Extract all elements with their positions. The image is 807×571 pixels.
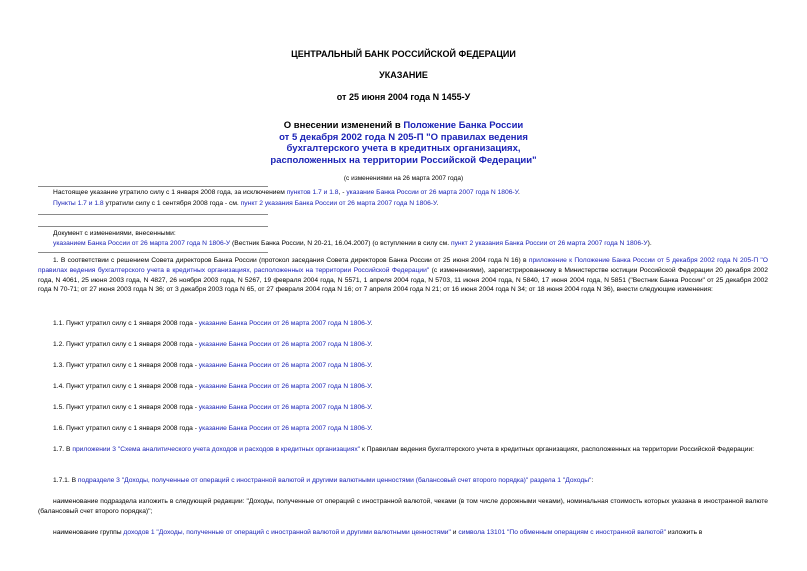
link[interactable]: указанием Банка России от 26 марта 2007 года N 1806-У	[53, 240, 231, 247]
link[interactable]: указание Банка России от 26 марта 2007 года N 1806-У	[198, 362, 371, 369]
doc-date-number: от 25 июня 2004 года N 1455-У	[336, 92, 471, 102]
item-1-2: 1.2. Пункт утратил силу с 1 января 2008 года - указание Банка России от 26 марта 2007 года N 1806-У.	[53, 341, 373, 348]
rename-group: наименование группы доходов 1 "Доходы, полученные от операций с иностранной валютой и другими валютными ценностями" и символа 13101 "По обменным операциям с иностранной валютой" изложить в	[53, 529, 703, 536]
link[interactable]: приложении 3 "Схема аналитического учета доходов и расходов в кредитных организациях"	[72, 446, 361, 453]
link[interactable]: символа 13101 "По обменным операциям с иностранной валютой"	[458, 529, 666, 536]
link[interactable]: указание Банка России от 26 марта 2007 года N 1806-У	[198, 320, 371, 327]
link[interactable]: пунктов 1.7 и 1.8	[286, 189, 339, 196]
divider	[38, 252, 268, 253]
link[interactable]: пункт 2 указания Банка России от 26 марта 2007 года N 1806-У	[450, 240, 648, 247]
link[interactable]: указание Банка России от 26 марта 2007 года N 1806-У	[198, 341, 371, 348]
link[interactable]: Пункты 1.7 и 1.8	[53, 200, 104, 207]
bank-name: ЦЕНТРАЛЬНЫЙ БАНК РОССИЙСКОЙ ФЕДЕРАЦИИ	[291, 49, 516, 59]
title-line-2[interactable]: от 5 декабря 2002 года N 205-П "О правилах ведения	[279, 131, 528, 143]
divider	[38, 226, 268, 227]
link[interactable]: указание Банка России от 26 марта 2007 года N 1806-У	[198, 404, 371, 411]
link[interactable]: доходов 1 "Доходы, полученные от операций с иностранной валютой и другими валютными ценностями"	[123, 529, 451, 536]
title-line-1: О внесении изменений в Положение Банка России	[283, 120, 524, 131]
divider	[38, 214, 268, 215]
item-1-3: 1.3. Пункт утратил силу с 1 января 2008 года - указание Банка России от 26 марта 2007 года N 1806-У.	[53, 362, 373, 369]
doc-title	[0, 120, 807, 166]
amended-note: (с изменениями на 26 марта 2007 года)	[343, 175, 464, 182]
repeal-notice-line-1: Настоящее указание утратило силу с 1 января 2008 года, за исключением пунктов 1.7 и 1.8, - указание Банка России от 26 марта 2007 года N 1806-У.	[53, 189, 520, 196]
item-1-4: 1.4. Пункт утратил силу с 1 января 2008 года - указание Банка России от 26 марта 2007 года N 1806-У.	[53, 383, 373, 390]
item-1-7: 1.7. В приложении 3 "Схема аналитического учета доходов и расходов в кредитных организациях" к Правилам ведения бухгалтерского учета в кредитных организациях, расположенных на территории Российской Федерации:	[53, 446, 755, 453]
title-line-3[interactable]: бухгалтерского учета в кредитных организациях,	[286, 143, 521, 154]
changes-label: Документ с изменениями, внесенными:	[53, 230, 176, 237]
link[interactable]: подразделе 3 "Доходы, полученные от операций с иностранной валютой и другими валютными ценностями (балансовый счет второго порядка)" раздела 1 "Доходы"	[77, 477, 592, 484]
link[interactable]: указание Банка России от 26 марта 2007 года N 1806-У	[198, 425, 371, 432]
link[interactable]: указание Банка России от 26 марта 2007 года N 1806-У	[346, 189, 519, 196]
link[interactable]: указание Банка России от 26 марта 2007 года N 1806-У	[198, 383, 371, 390]
paragraph-1: 1. В соответствии с решением Совета директоров Банка России (протокол заседания Совета директоров Банка России от 25 июня 2004 года N 16) в приложение к Положение Банка России от 5 декабря 2002 года N 205-П "О правилах ведения бухгалтерского учета в кредитных организациях, расположенных на территории Российской Федерации" (с изменениями), зарегистрированному в Министерстве юстиции Российской Федерации 20 декабря 2002 года, N 4061, 25 июня 2003 года, N 4827, 26 ноября 2003 года, N 5267, 19 февраля 2004 года, N 5571, 1 апреля 2004 года, N 5703, 11 июня 2004 года, N 5840, 17 июня 2004 года, N 5851 ("Вестник Банка России" от 25 декабря 2002 года N 70-71; от 27 июня 2003 года N 36; от 3 декабря 2003 года N 65, от 27 февраля 2004 года N 16; от 7 апреля 2004 года N 21; от 16 июня 2004 года N 34; от 18 июня 2004 года N 36), внести следующие изменения:	[38, 257, 768, 294]
doc-type: УКАЗАНИЕ	[379, 70, 428, 80]
item-1-7-1: 1.7.1. В подразделе 3 "Доходы, полученные от операций с иностранной валютой и другими валютными ценностями (балансовый счет второго порядка)" раздела 1 "Доходы":	[53, 477, 594, 484]
repeal-notice-line-2: Пункты 1.7 и 1.8 утратили силу с 1 сентября 2008 года - см. пункт 2 указания Банка России от 26 марта 2007 года N 1806-У.	[53, 200, 439, 207]
rename-subsection: наименование подраздела изложить в следующей редакции: "Доходы, полученные от операций с иностранной валютой, чеками (в том числе дорожными чеками), номинальная стоимость которых указана в иностранной валюте (балансовый счет второго порядка)";	[38, 498, 768, 515]
link[interactable]: приложение к Положение Банка России от 5 декабря 2002 года N 205-П "О правилах ведения бухгалтерского учета в кредитных организациях, расположенных на территории Российской Федерации"	[38, 257, 768, 274]
item-1-1: 1.1. Пункт утратил силу с 1 января 2008 года - указание Банка России от 26 марта 2007 года N 1806-У.	[53, 320, 373, 327]
regulation-link[interactable]: Положение Банка России	[403, 120, 524, 131]
item-1-6: 1.6. Пункт утратил силу с 1 января 2008 года - указание Банка России от 26 марта 2007 года N 1806-У.	[53, 425, 373, 432]
link[interactable]: пункт 2 указания Банка России от 26 марта 2007 года N 1806-У	[240, 200, 437, 207]
changes-line: указанием Банка России от 26 марта 2007 года N 1806-У (Вестник Банка России, N 20-21, 16.04.2007) (о вступлении в силу см. пункт 2 указания Банка России от 26 марта 2007 года N 1806-У).	[53, 240, 652, 247]
title-line-4[interactable]: расположенных на территории Российской Федерации"	[270, 154, 537, 166]
divider	[38, 186, 268, 187]
item-1-5: 1.5. Пункт утратил силу с 1 января 2008 года - указание Банка России от 26 марта 2007 года N 1806-У.	[53, 404, 373, 411]
